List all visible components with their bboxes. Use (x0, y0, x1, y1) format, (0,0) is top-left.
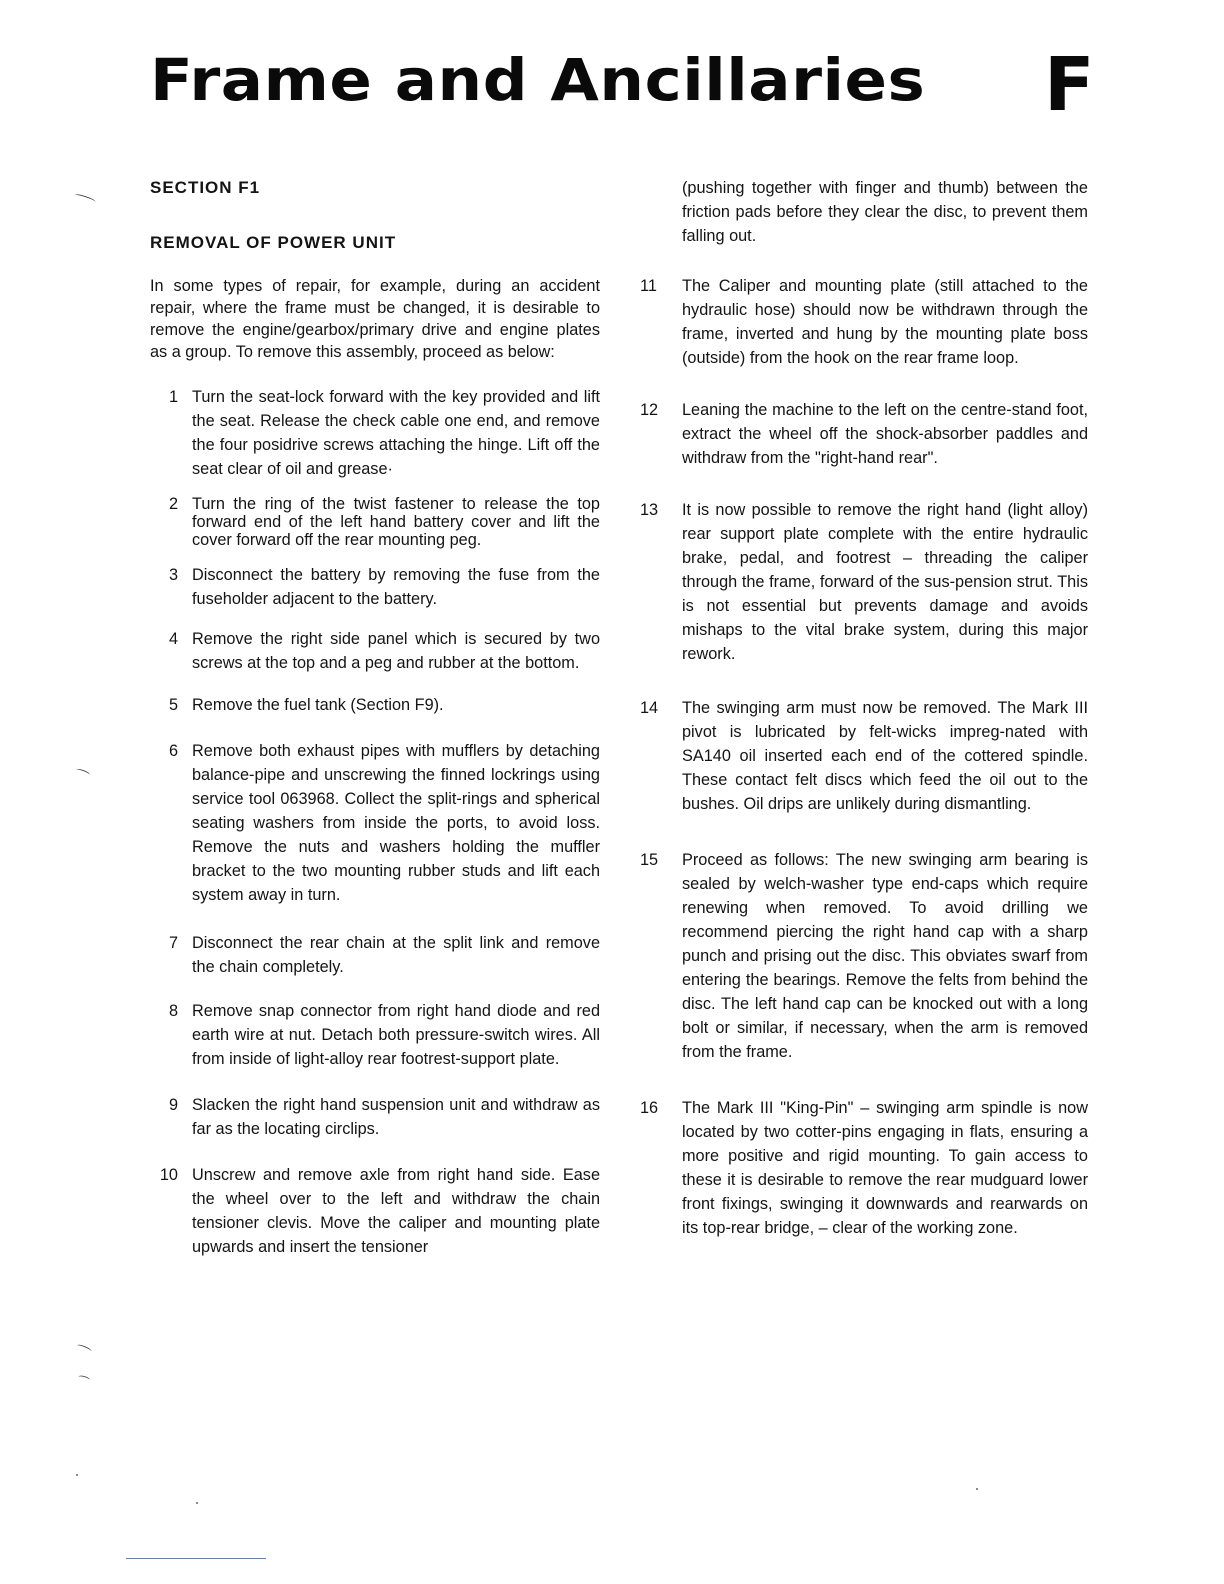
step-11 (640, 274, 1088, 370)
step-6 (150, 739, 600, 907)
step-number: 9 (168, 1096, 178, 1114)
step-number: 6 (168, 742, 178, 760)
step-number: 3 (168, 566, 178, 584)
step-number: 11 (640, 277, 657, 295)
step-text: Slacken the right hand suspension unit and withdraw as far as the locating circlips. (192, 1096, 600, 1138)
step-number: 1 (168, 388, 178, 406)
step-10 (150, 1163, 600, 1259)
left-column (150, 176, 600, 1259)
right-steps-list (640, 274, 1088, 1240)
scan-speck (976, 1488, 978, 1490)
step-text: Remove the right side panel which is secured by two screws at the top and a peg and rubber at the bottom. (192, 630, 600, 672)
step-text: Unscrew and remove axle from right hand side. Ease the wheel over to the left and withdraw the chain tensioner clevis. Move the caliper and mounting plate upwards and insert the tensioner (192, 1166, 600, 1256)
step-15 (640, 848, 1088, 1064)
step-text: Disconnect the rear chain at the split link and remove the chain completely. (192, 934, 600, 976)
step-text: The Caliper and mounting plate (still attached to the hydraulic hose) should now be withdrawn through the frame, inverted and hung by the mounting plate boss (outside) from the hook on the rear frame loop. (682, 277, 1088, 367)
step-number: 13 (640, 501, 659, 519)
step-8 (150, 999, 600, 1071)
step-text: It is now possible to remove the right hand (light alloy) rear support plate complete with the entire hydraulic brake, pedal, and footrest – threading the caliper through the frame, forward of the sus-pension strut. This is not essential but prevents damage and avoids mishaps to the vital brake system, during this major rework. (682, 501, 1088, 663)
margin-mark (76, 768, 91, 777)
step-number: 12 (640, 401, 659, 419)
section-letter: F (1044, 42, 1095, 128)
step-text: Remove snap connector from right hand diode and red earth wire at nut. Detach both pressure-switch wires. All from inside of light-alloy rear footrest-support plate. (192, 1002, 600, 1068)
continuation-paragraph: (pushing together with finger and thumb) between the friction pads before they clear the disc, to prevent them falling out. (682, 179, 1088, 245)
step-text: Turn the ring of the twist fastener to release the top forward end of the left hand battery cover and lift the cover forward off the rear mounting peg. (192, 495, 600, 549)
step-12 (640, 398, 1088, 470)
step-text: Remove the fuel tank (Section F9). (192, 696, 444, 714)
step-number: 5 (168, 696, 178, 714)
step-5 (150, 693, 600, 717)
right-column (640, 176, 1088, 1240)
step-text: Leaning the machine to the left on the centre-stand foot, extract the wheel off the shock-absorber paddles and withdraw from the "right-hand rear". (682, 401, 1088, 467)
scan-speck (196, 1502, 198, 1504)
step-text: Turn the seat-lock forward with the key provided and lift the seat. Release the check cable one end, and remove the four posidrive screws attaching the hinge. Lift off the seat clear of oil and grease· (192, 388, 600, 478)
margin-mark (78, 1375, 91, 1383)
page-title: Frame and Ancillaries (150, 46, 926, 114)
step-number: 10 (159, 1166, 178, 1184)
step-7 (150, 931, 600, 979)
step-4 (150, 627, 600, 675)
step-13 (640, 498, 1088, 666)
step-9 (150, 1093, 600, 1141)
step-text: Proceed as follows: The new swinging arm bearing is sealed by welch-washer type end-caps which require renewing when removed. To avoid drilling we recommend piercing the right hand cap with a sharp punch and prising out the disc. This obviates swarf from entering the bearings. Remove the felts from behind the disc. The left hand cap can be knocked out with a long bolt or similar, if necessary, when the arm is removed from the frame. (682, 851, 1088, 1061)
footer-rule (126, 1558, 266, 1559)
step-text: Disconnect the battery by removing the fuse from the fuseholder adjacent to the battery. (192, 566, 600, 608)
step-text: The Mark III "King-Pin" – swinging arm spindle is now located by two cotter-pins engaging in flats, ensuring a more positive and rigid mounting. To gain access to these it is desirable to remove the rear mudguard lower front fixings, swinging it downwards and rearwards on its top-rear bridge, – clear of the working zone. (682, 1099, 1088, 1237)
section-label: SECTION F1 (150, 178, 261, 197)
step-number: 4 (168, 630, 178, 648)
step-1 (150, 385, 600, 481)
step-number: 2 (168, 495, 178, 513)
step-3 (150, 563, 600, 611)
step-number: 7 (168, 934, 178, 952)
step-text: Remove both exhaust pipes with mufflers by detaching balance-pipe and unscrewing the finned lockrings using service tool 063968. Collect the split-rings and spherical seating washers from inside the ports, to avoid loss. Remove the nuts and washers holding the muffler bracket to the two mounting rubber studs and lift each system away in turn. (192, 742, 600, 904)
step-number: 14 (640, 699, 659, 717)
step-2 (150, 492, 600, 549)
step-number: 16 (640, 1099, 659, 1117)
step-text: The swinging arm must now be removed. The Mark III pivot is lubricated by felt-wicks impreg-nated with SA140 oil inserted each end of the cottered spindle. These contact felt discs which feed the oil out to the bushes. Oil drips are unlikely during dismantling. (682, 699, 1088, 813)
step-16 (640, 1096, 1088, 1240)
scan-speck (76, 1474, 78, 1476)
section-heading: REMOVAL OF POWER UNIT (150, 233, 397, 252)
intro-paragraph: In some types of repair, for example, during an accident repair, where the frame must be changed, it is desirable to remove the engine/gearbox/primary drive and engine plates as a group. To remove this assembly, proceed as below: (150, 277, 600, 361)
left-steps-list (150, 385, 600, 1259)
margin-mark (74, 193, 96, 205)
margin-mark (76, 1343, 93, 1354)
step-number: 8 (168, 1002, 178, 1020)
step-14 (640, 696, 1088, 816)
step-number: 15 (640, 851, 659, 869)
